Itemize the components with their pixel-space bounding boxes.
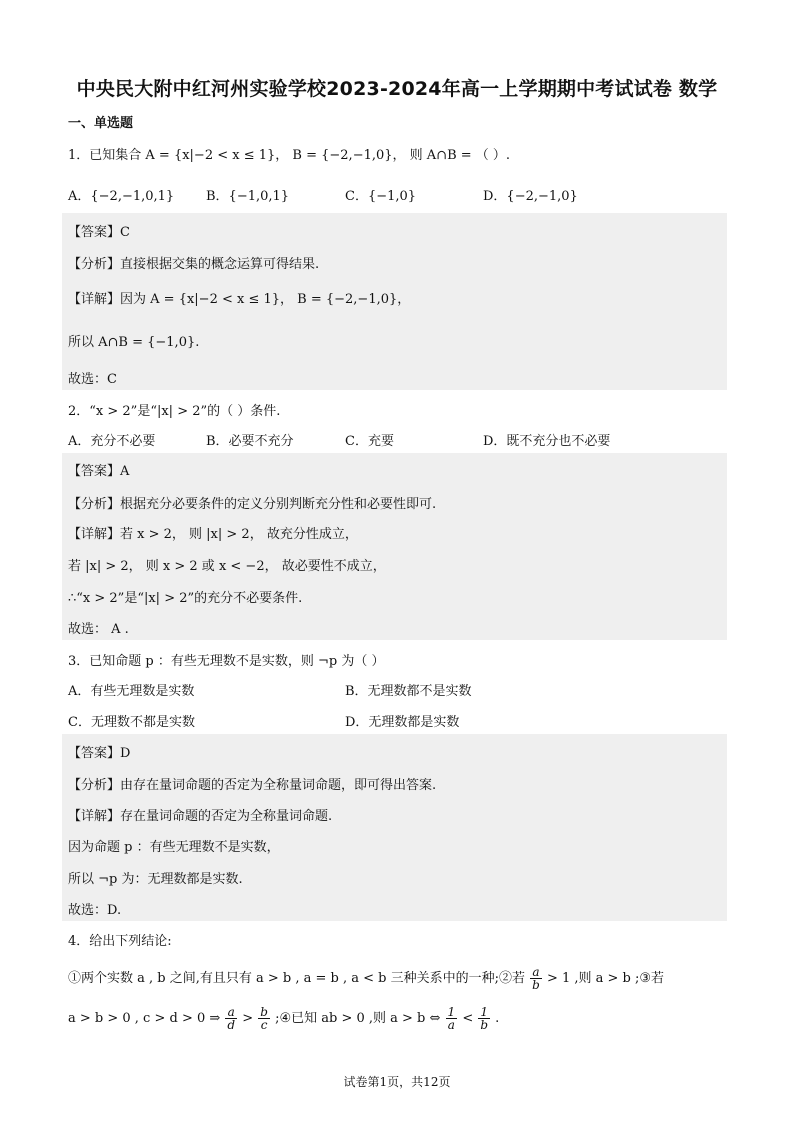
- page-footer: 试卷第1页，共12页: [343, 1075, 451, 1089]
- fraction-numerator: b: [260, 1005, 268, 1019]
- answer-label: 【答案】: [68, 225, 121, 240]
- answer-value: D: [120, 746, 131, 761]
- question-3-option-a: A．有些无理数是实数: [68, 684, 195, 699]
- page-title: 中央民大附中红河州实验学校2023-2024年高一上学期期中考试试卷 数学: [76, 78, 718, 100]
- question-1-detail-2: 所以 A∩B = {−1,0}.: [68, 335, 200, 350]
- question-1-conclusion: 故选：C: [68, 372, 117, 387]
- answer-value: C: [120, 225, 130, 240]
- question-4-statement-line-1: [68, 966, 664, 991]
- fraction-b-over-c: [258, 1006, 270, 1031]
- statement-text: ;④已知 ab > 0 ,则 a > b ⇔: [270, 1011, 445, 1026]
- question-1-option-b: B．{−1,0,1}: [206, 189, 290, 204]
- fraction-denominator: d: [227, 1018, 236, 1032]
- question-1-option-a: A．{−2,−1,0,1}: [68, 189, 175, 204]
- question-3-analysis: [68, 774, 436, 793]
- fraction-denominator: c: [260, 1018, 268, 1032]
- question-3-answer: [68, 742, 130, 761]
- question-2-conclusion: 故选： A .: [68, 622, 129, 637]
- detail-text: 存在量词命题的否定为全称量词命题.: [120, 809, 333, 824]
- question-3-option-d: D．无理数都是实数: [345, 715, 460, 730]
- question-1-detail: [68, 288, 410, 307]
- question-2-stem: 2．“x > 2”是“|x| > 2”的（ ）条件.: [68, 404, 281, 419]
- fraction-a-over-b: [530, 966, 542, 991]
- statement-text: ①两个实数 a , b 之间,有且只有 a > b , a = b , a < b 三种关系中的一种;②若: [68, 971, 530, 986]
- answer-label: 【答案】: [68, 464, 121, 479]
- question-2-option-c: C．充要: [345, 434, 394, 449]
- question-3-stem: 3．已知命题 p ：有些无理数不是实数，则 ¬p 为（ ）: [68, 654, 385, 669]
- section-heading: 一、单选题: [68, 116, 134, 131]
- analysis-text: 由存在量词命题的否定为全称量词命题，即可得出答案.: [120, 778, 437, 793]
- fraction-1-over-a: [446, 1006, 458, 1031]
- question-4-stem: 4．给出下列结论:: [68, 934, 172, 949]
- analysis-text: 根据充分必要条件的定义分别判断充分性和必要性即可.: [120, 497, 437, 512]
- detail-text: 若 x > 2， 则 |x| > 2， 故充分性成立，: [120, 527, 358, 542]
- question-2-answer: [68, 460, 129, 479]
- question-2-detail-2: 若 |x| > 2， 则 x > 2 或 x < −2， 故必要性不成立，: [68, 559, 386, 574]
- fraction-denominator: b: [532, 978, 540, 992]
- question-4-statement-line-2: [68, 1006, 499, 1031]
- question-3-solution-box: [62, 734, 727, 921]
- operator: >: [238, 1011, 258, 1026]
- analysis-label: 【分析】: [68, 257, 121, 272]
- answer-label: 【答案】: [68, 746, 121, 761]
- question-2-option-a: A．充分不必要: [68, 434, 156, 449]
- question-2-option-b: B．必要不充分: [206, 434, 294, 449]
- analysis-text: 直接根据交集的概念运算可得结果.: [120, 257, 320, 272]
- question-1-analysis: [68, 253, 319, 272]
- operator: <: [458, 1011, 478, 1026]
- fraction-a-over-d: [225, 1006, 237, 1031]
- detail-text: 因为 A = {x|−2 < x ≤ 1}， B = {−2,−1,0}，: [120, 292, 411, 307]
- answer-value: A: [120, 464, 130, 479]
- question-1-option-d: D．{−2,−1,0}: [483, 189, 578, 204]
- fraction-1-over-b: [478, 1006, 490, 1031]
- statement-text: > 1 ,则 a > b ;③若: [542, 971, 665, 986]
- question-1-option-c: C．{−1,0}: [345, 189, 417, 204]
- fraction-numerator: a: [225, 1006, 237, 1019]
- question-3-conclusion: 故选：D.: [68, 903, 122, 918]
- question-2-detail: [68, 523, 358, 542]
- question-3-detail-2: 因为命题 p ：有些无理数不是实数，: [68, 840, 280, 855]
- fraction-denominator: a: [447, 1018, 455, 1032]
- question-1-answer: [68, 221, 130, 240]
- fraction-denominator: b: [480, 1018, 489, 1032]
- question-2-detail-3: ∴“x > 2”是“|x| > 2”的充分不必要条件.: [68, 591, 303, 606]
- detail-label: 【详解】: [68, 292, 121, 307]
- question-2-option-d: D．既不充分也不必要: [483, 434, 611, 449]
- question-3-option-b: B．无理数都不是实数: [345, 684, 472, 699]
- question-2-analysis: [68, 493, 436, 512]
- fraction-numerator: a: [530, 966, 542, 979]
- question-1-stem: 1．已知集合 A = {x|−2 < x ≤ 1}， B = {−2,−1,0}， 则 A∩B = （ ）.: [68, 148, 511, 163]
- detail-label: 【详解】: [68, 527, 121, 542]
- question-3-detail-3: 所以 ¬p 为：无理数都是实数.: [68, 872, 243, 887]
- question-2-solution-box: [62, 453, 727, 640]
- question-3-detail: [68, 805, 332, 824]
- statement-text: .: [491, 1011, 500, 1026]
- question-3-option-c: C．无理数不都是实数: [68, 715, 195, 730]
- fraction-numerator: 1: [478, 1006, 490, 1019]
- fraction-numerator: 1: [447, 1005, 456, 1019]
- detail-label: 【详解】: [68, 809, 121, 824]
- analysis-label: 【分析】: [68, 778, 121, 793]
- statement-text: a > b > 0 , c > d > 0 ⇒: [68, 1011, 225, 1026]
- analysis-label: 【分析】: [68, 497, 121, 512]
